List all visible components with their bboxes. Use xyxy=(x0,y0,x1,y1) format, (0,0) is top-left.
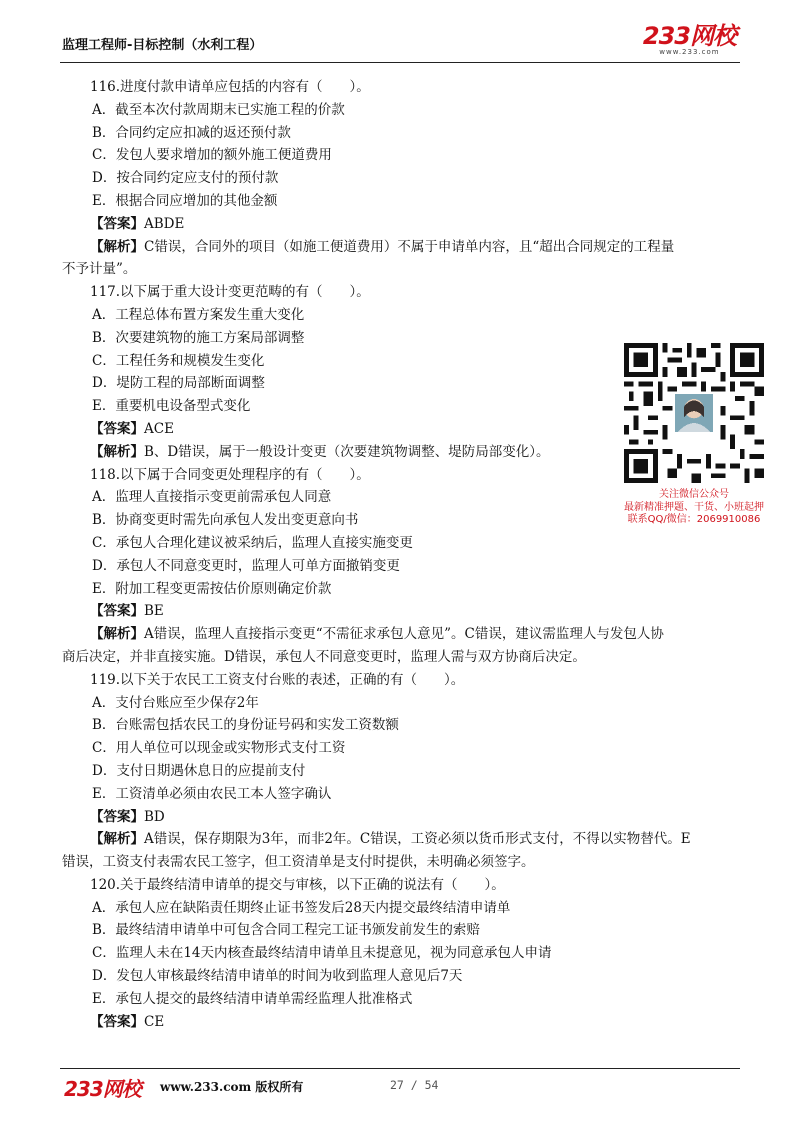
answer-label: 【答案】 xyxy=(90,420,144,437)
brand-logo-url: www.233.com xyxy=(659,48,720,56)
option-a: A．工程总体布置方案发生重大变化 xyxy=(92,306,305,323)
answer-label: 【答案】 xyxy=(90,215,144,232)
answer-value: ABDE xyxy=(144,215,185,232)
analysis-text: A错误，监理人直接指示变更“不需征求承包人意见”。C错误，建议需监理人与发包人协 xyxy=(144,626,664,643)
answer-label: 【答案】 xyxy=(90,603,144,620)
brand-logo-text: 233网校 xyxy=(642,22,736,50)
footer-logo[interactable]: 233网校 xyxy=(64,1077,141,1101)
analysis-text: 不予计量”。 xyxy=(62,261,137,278)
option-b: B．次要建筑物的施工方案局部调整 xyxy=(92,329,305,346)
question-stem: 118.以下属于合同变更处理程序的有（ ）。 xyxy=(90,466,370,483)
analysis-line xyxy=(90,623,740,646)
option-c: C．工程任务和规模发生变化 xyxy=(92,352,265,369)
answer-label: 【答案】 xyxy=(90,808,144,825)
answer-line xyxy=(90,213,750,236)
question-stem: 119.以下关于农民工工资支付台账的表述，正确的有（ ）。 xyxy=(90,671,465,688)
qr-caption xyxy=(614,489,774,527)
option-a: A．截至本次付款周期末已实施工程的价款 xyxy=(92,101,345,118)
header-divider xyxy=(60,62,740,63)
option-e: E．承包人提交的最终结清申请单需经监理人批准格式 xyxy=(92,990,413,1007)
page-footer xyxy=(60,1073,740,1101)
page-number: 27 / 54 xyxy=(390,1078,439,1092)
option-a: A．支付台账应至少保存2年 xyxy=(92,694,259,711)
analysis-continuation xyxy=(62,646,740,669)
option-d: D．按合同约定应支付的预付款 xyxy=(92,170,279,187)
question-119 xyxy=(62,669,750,874)
option-d: D．堤防工程的局部断面调整 xyxy=(92,375,265,392)
option-d: D．支付日期遇休息日的应提前支付 xyxy=(92,762,306,779)
page-header xyxy=(60,24,740,60)
option-b: B．最终结清申请单中可包含合同工程完工证书颁发前发生的索赔 xyxy=(92,922,480,939)
option-d: D．承包人不同意变更时，监理人可单方面撤销变更 xyxy=(92,557,400,574)
analysis-label: 【解析】 xyxy=(90,443,144,460)
analysis-continuation xyxy=(62,851,740,874)
analysis-line xyxy=(90,236,740,259)
answer-value: CE xyxy=(144,1013,165,1030)
option-c: C．监理人未在14天内核查最终结清申请单且未提意见，视为同意承包人申请 xyxy=(92,945,552,962)
qr-caption-line: 关注微信公众号 xyxy=(659,489,729,500)
qr-caption-line: 最新精准押题、干货、小班起押 xyxy=(624,501,764,513)
question-120 xyxy=(90,874,750,1034)
option-b: B．协商变更时需先向承包人发出变更意向书 xyxy=(92,512,359,529)
option-c: C．发包人要求增加的额外施工便道费用 xyxy=(92,147,332,164)
option-e: E．工资清单必须由农民工本人签字确认 xyxy=(92,785,332,802)
qr-code-icon[interactable] xyxy=(624,343,764,483)
qr-caption-line: 联系QQ/微信：2069910086 xyxy=(627,514,761,525)
question-stem: 116.进度付款申请单应包括的内容有（ ）。 xyxy=(90,79,370,95)
option-e: E．重要机电设备型式变化 xyxy=(92,398,251,415)
option-c: C．承包人合理化建议被采纳后，监理人直接实施变更 xyxy=(92,534,413,551)
analysis-label: 【解析】 xyxy=(90,626,144,643)
analysis-label: 【解析】 xyxy=(90,238,144,255)
document-title: 监理工程师-目标控制（水利工程） xyxy=(62,38,263,53)
option-b: B．台账需包括农民工的身份证号码和实发工资数额 xyxy=(92,717,399,734)
option-a: A．承包人应在缺陷责任期终止证书签发后28天内提交最终结清申请单 xyxy=(92,899,511,916)
answer-value: BE xyxy=(144,603,164,620)
option-d: D．发包人审核最终结清申请单的时间为收到监理人意见后7天 xyxy=(92,968,463,985)
question-116 xyxy=(62,76,750,281)
option-b: B．合同约定应扣减的返还预付款 xyxy=(92,124,291,141)
question-stem: 120.关于最终结清申请单的提交与审核，以下正确的说法有（ ）。 xyxy=(90,876,505,893)
answer-label: 【答案】 xyxy=(90,1013,144,1030)
analysis-text: A错误，保存期限为3年，而非2年。C错误，工资必须以货币形式支付，不得以实物替代。E xyxy=(144,831,691,848)
footer-copyright[interactable]: www.233.com 版权所有 xyxy=(160,1080,304,1094)
brand-logo[interactable] xyxy=(643,24,736,56)
option-a: A．监理人直接指示变更前需承包人同意 xyxy=(92,489,332,506)
option-e: E．附加工程变更需按估价原则确定价款 xyxy=(92,580,332,597)
option-c: C．用人单位可以现金或实物形式支付工资 xyxy=(92,740,346,757)
footer-divider xyxy=(60,1068,740,1069)
analysis-text: C错误，合同外的项目（如施工便道费用）不属于申请单内容，且“超出合同规定的工程量 xyxy=(144,238,675,255)
option-e: E．根据合同应增加的其他金额 xyxy=(92,192,278,209)
answer-value: BD xyxy=(144,808,165,825)
analysis-text: 商后决定，并非直接实施。D错误，承包人不同意变更时，监理人需与双方协商后决定。 xyxy=(62,648,586,665)
answer-value: ACE xyxy=(144,420,174,437)
analysis-text: 错误，工资支付表需农民工签字，但工资清单是支付时提供，未明确必须签字。 xyxy=(62,854,535,871)
analysis-label: 【解析】 xyxy=(90,831,144,848)
question-list xyxy=(62,76,750,1033)
answer-line xyxy=(90,1011,750,1034)
question-stem: 117.以下属于重大设计变更范畴的有（ ）。 xyxy=(90,284,370,301)
analysis-text: B、D错误，属于一般设计变更（次要建筑物调整、堤防局部变化）。 xyxy=(144,443,550,460)
answer-line xyxy=(90,806,750,829)
analysis-continuation xyxy=(62,258,740,281)
answer-line xyxy=(90,600,750,623)
analysis-line xyxy=(90,828,740,851)
